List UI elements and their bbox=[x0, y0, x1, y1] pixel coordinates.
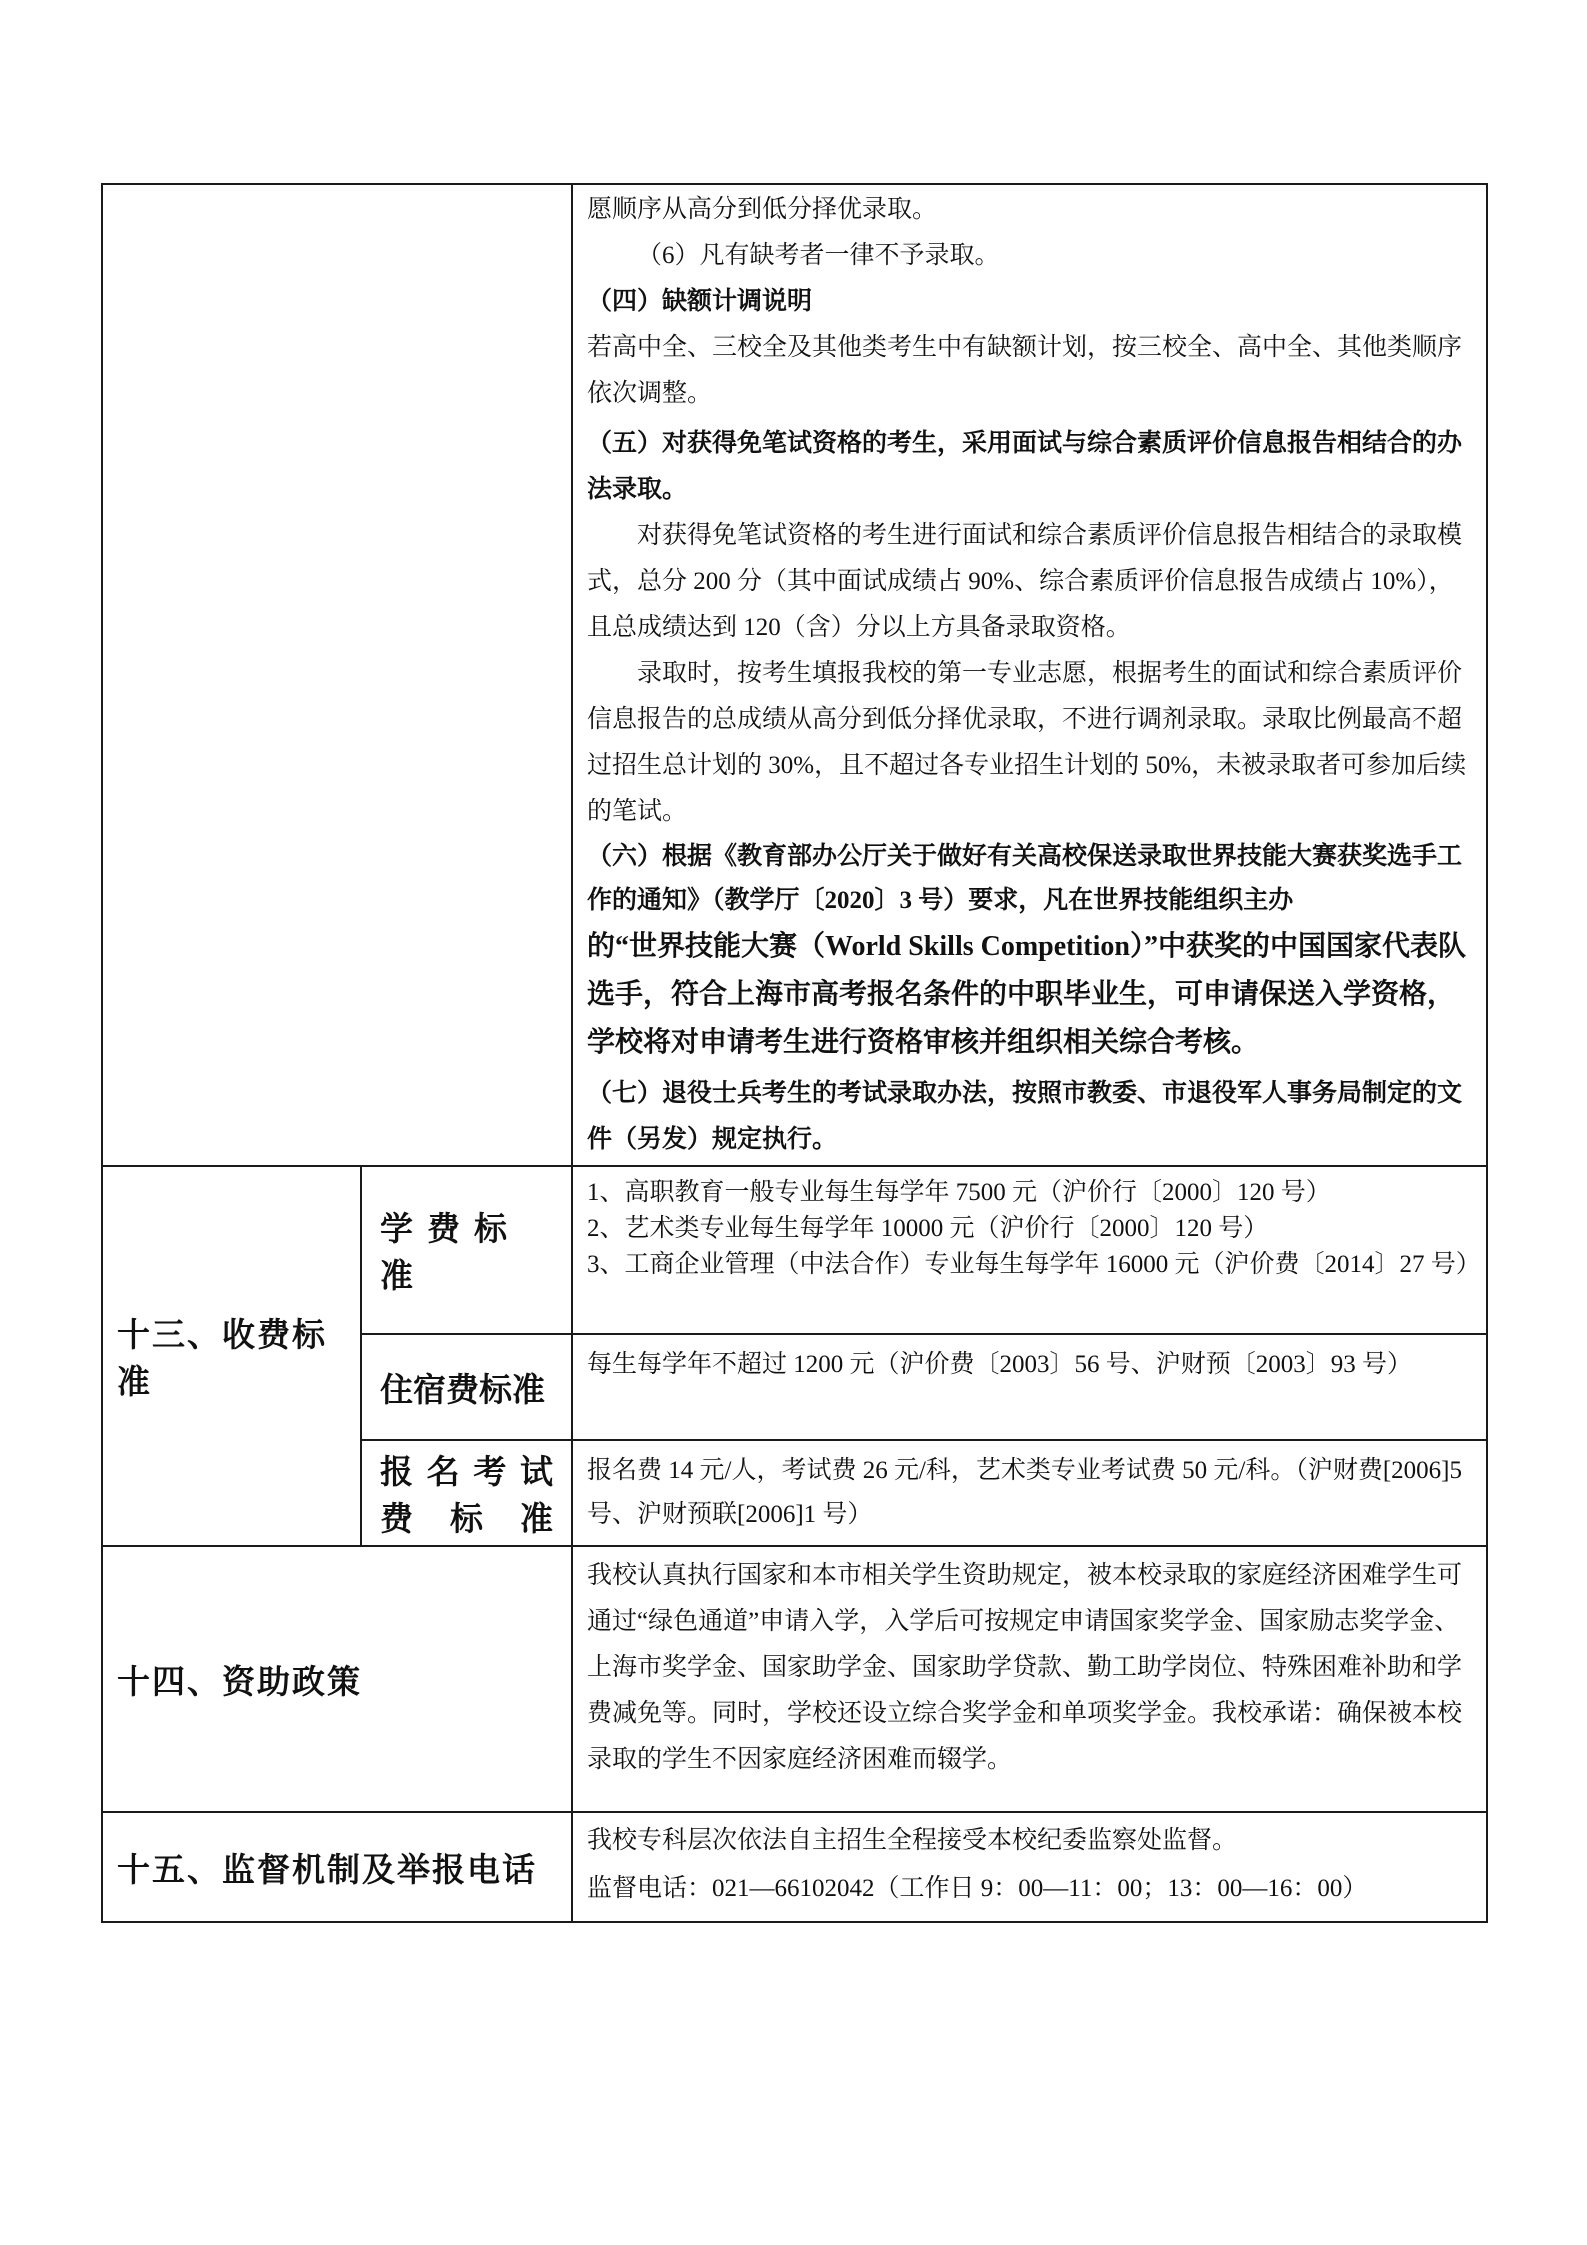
tuition-line-2: 2、艺术类专业每生每学年 10000 元（沪价行〔2000〕120 号） bbox=[587, 1215, 1269, 1242]
exam-fee-text: 报名费 14 元/人，考试费 26 元/科，艺术类专业考试费 50 元/科。（沪财费[2006]5 号、沪财预联[2006]1 号） bbox=[587, 1457, 1462, 1528]
tuition-label-cell bbox=[361, 1166, 572, 1334]
tuition-line-3: 3、工商企业管理（中法合作）专业每生每学年 16000 元（沪价费〔2014〕27 号） bbox=[587, 1251, 1481, 1278]
tuition-row bbox=[102, 1166, 1487, 1334]
exam-label-char: 费 bbox=[380, 1502, 413, 1538]
tuition-line-1: 1、高职教育一般专业每生每学年 7500 元（沪价行〔2000〕120 号） bbox=[587, 1179, 1331, 1206]
fees-section-label: 十三、收费标准 bbox=[102, 1166, 361, 1546]
admissions-content-cell bbox=[572, 184, 1487, 1166]
supervision-content-cell bbox=[572, 1812, 1487, 1922]
section-6-part-2: 的“世界技能大赛（World Skills Competition）”中获奖的中国国家代表队选手，符合上海市高考报名条件的中职毕业生，可申请保送入学资格，学校将对申请考生进行资格审核并组织相关综合考核。 bbox=[587, 931, 1466, 1058]
section-4-body: 若高中全、三校全及其他类考生中有缺额计划，按三校全、高中全、其他类顺序依次调整。 bbox=[587, 334, 1463, 407]
aid-text: 我校认真执行国家和本市相关学生资助规定，被本校录取的家庭经济困难学生可通过“绿色通道”申请入学，入学后可按规定申请国家奖学金、国家励志奖学金、上海市奖学金、国家助学金、国家助学贷款、勤工助学岗位、特殊困难补助和学费减免等。同时，学校还设立综合奖学金和单项奖学金。我校承诺：确保被本校录取的学生不因家庭经济困难而辍学。 bbox=[587, 1562, 1463, 1773]
exam-fee-content-cell bbox=[572, 1440, 1487, 1546]
admissions-item-6: （6）凡有缺考者一律不予录取。 bbox=[637, 242, 1000, 269]
admissions-row bbox=[102, 184, 1487, 1166]
dorm-content-cell bbox=[572, 1334, 1487, 1440]
dorm-text: 每生每学年不超过 1200 元（沪价费〔2003〕56 号、沪财预〔2003〕93 号） bbox=[587, 1351, 1413, 1378]
aid-row bbox=[102, 1546, 1487, 1812]
section-5-paragraph-2: 录取时，按考生填报我校的第一专业志愿，根据考生的面试和综合素质评价信息报告的总成绩从高分到低分择优录取，不进行调剂录取。录取比例最高不超过招生总计划的 30%，且不超过各专业招生计划的 50%，未被录取者可参加后续的笔试。 bbox=[587, 660, 1467, 825]
exam-fee-label-cell bbox=[361, 1440, 572, 1546]
exam-label-char: 报 bbox=[380, 1455, 413, 1491]
section-7: （七）退役士兵考生的考试录取办法，按照市教委、市退役军人事务局制定的文件（另发）规定执行。 bbox=[587, 1080, 1463, 1153]
admissions-left-cell bbox=[102, 184, 572, 1166]
aid-content-cell bbox=[572, 1546, 1487, 1812]
exam-label-char: 标 bbox=[450, 1502, 483, 1538]
exam-label-char: 准 bbox=[520, 1502, 553, 1538]
exam-fee-label-line-2 bbox=[380, 1493, 553, 1540]
exam-label-char: 考 bbox=[473, 1455, 507, 1491]
aid-section-label: 十四、资助政策 bbox=[102, 1546, 572, 1812]
exam-label-char: 名 bbox=[426, 1455, 460, 1491]
section-6-part-1: （六）根据《教育部办公厅关于做好有关高校保送录取世界技能大赛获奖选手工作的通知》（教学厅〔2020〕3 号）要求，凡在世界技能组织主办 bbox=[587, 843, 1463, 914]
tuition-label: 学费标准 bbox=[380, 1212, 521, 1295]
supervision-line-1: 我校专科层次依法自主招生全程接受本校纪委监察处监督。 bbox=[587, 1827, 1238, 1854]
dorm-label: 住宿费标准 bbox=[380, 1372, 545, 1409]
exam-label-char: 试 bbox=[519, 1455, 553, 1491]
section-5-paragraph-1: 对获得免笔试资格的考生进行面试和综合素质评价信息报告相结合的录取模式，总分 200 分（其中面试成绩占 90%、综合素质评价信息报告成绩占 10%），且总成绩达到 120（含）分以上方具备录取资格。 bbox=[587, 522, 1463, 641]
tuition-content-cell bbox=[572, 1166, 1487, 1334]
admissions-line-continue: 愿顺序从高分到低分择优录取。 bbox=[587, 196, 938, 223]
supervision-phone: 监督电话：021—66102042（工作日 9：00—11：00；13：00—16：00） bbox=[587, 1875, 1368, 1902]
exam-fee-label-line-1 bbox=[380, 1446, 553, 1493]
section-5-title: （五）对获得免笔试资格的考生，采用面试与综合素质评价信息报告相结合的办法录取。 bbox=[587, 430, 1463, 503]
supervision-section-label: 十五、监督机制及举报电话 bbox=[102, 1812, 572, 1922]
supervision-row bbox=[102, 1812, 1487, 1922]
admissions-table bbox=[101, 183, 1488, 1923]
dorm-label-cell bbox=[361, 1334, 572, 1440]
section-4-title: （四）缺额计调说明 bbox=[587, 288, 813, 315]
